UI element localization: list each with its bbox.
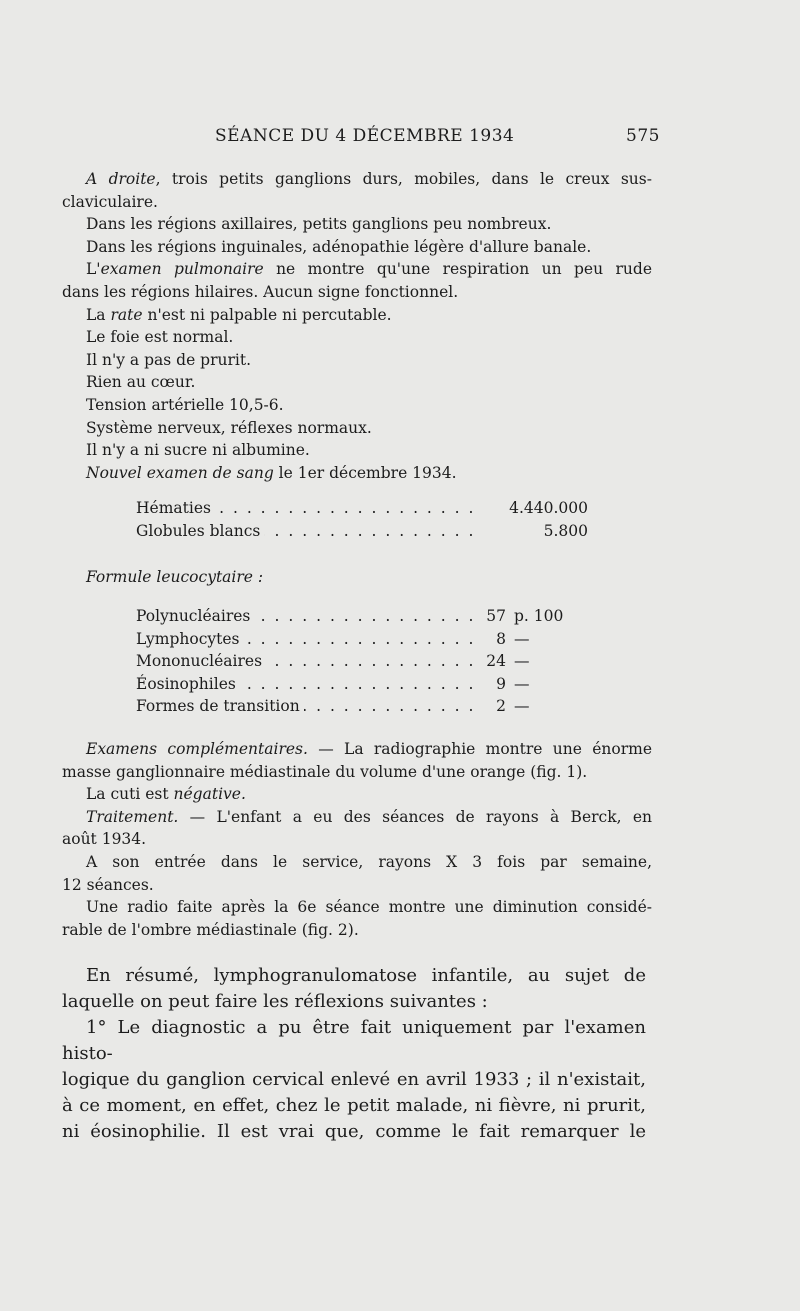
line: août 1934. (62, 830, 147, 849)
line: laquelle on peut faire les réflexions suivantes : (62, 991, 488, 1012)
table-row (136, 673, 616, 696)
line: dans les régions hilaires. Aucun signe fonctionnel. (62, 282, 459, 301)
line: En résumé, lymphogranulomatose infantile, au sujet de (86, 965, 646, 986)
line: Il n'y a pas de prurit. (86, 350, 252, 369)
line: Tension artérielle 10,5-6. (86, 395, 284, 414)
row-label: Formes de transition (136, 697, 304, 715)
line: Système nerveux, réflexes normaux. (86, 418, 372, 437)
row-unit: p. 100 (514, 607, 564, 625)
row-value: 4.440.000 (509, 499, 588, 517)
line: Il n'y a ni sucre ni albumine. (86, 441, 310, 460)
header-title: SÉANCE DU 4 DÉCEMBRE 1934 (215, 126, 515, 146)
examens-block (62, 738, 652, 941)
row-value: 57 (486, 607, 506, 625)
line: La rate n'est ni palpable ni percutable. (86, 305, 392, 324)
observation-block (62, 168, 652, 484)
blood-count-table (136, 497, 596, 542)
formule-table (136, 605, 616, 718)
row-value: 5.800 (543, 521, 588, 540)
line: Nouvel examen de sang le 1er décembre 1934. (86, 463, 457, 482)
row-value: 2 (496, 697, 506, 716)
row-value: 9 (496, 674, 506, 693)
row-value: 24 (486, 652, 506, 671)
line: L'examen pulmonaire ne montre qu'une respiration un peu rude (86, 260, 652, 279)
row-label: Globules blancs (136, 522, 264, 540)
line: A son entrée dans le service, rayons X 3 fois par semaine, (86, 852, 652, 871)
line: logique du ganglion cervical enlevé en avril 1933 ; il n'existait, (62, 1069, 646, 1090)
row-unit: — (514, 674, 530, 693)
row-label: Hématies (136, 499, 215, 517)
row-unit: — (514, 652, 530, 671)
line: La cuti est négative. (86, 785, 246, 804)
line: Une radio faite après la 6e séance montre une diminution considé- (86, 898, 652, 917)
line: masse ganglionnaire médiastinale du volume d'une orange (fig. 1). (62, 762, 588, 781)
table-row (136, 605, 616, 628)
line: Le foie est normal. (86, 328, 234, 347)
resume-block (62, 963, 646, 1145)
table-row (136, 650, 616, 673)
page-number: 575 (626, 126, 660, 146)
line: claviculaire. (62, 192, 158, 211)
table-row (136, 628, 616, 651)
row-label: Lymphocytes (136, 630, 244, 648)
line: ni éosinophilie. Il est vrai que, comme le fait remarquer le (62, 1121, 646, 1142)
line: Dans les régions inguinales, adénopathie légère d'allure banale. (86, 237, 592, 256)
line: 1° Le diagnostic a pu être fait uniquement par l'examen histo- (62, 1017, 646, 1064)
row-unit: — (514, 697, 530, 716)
running-header (60, 126, 660, 154)
row-label: Éosinophiles (136, 675, 240, 693)
formule-title: Formule leucocytaire : (86, 568, 264, 586)
line: A droite, trois petits ganglions durs, mobiles, dans le creux sus- (86, 170, 652, 188)
line: Dans les régions axillaires, petits ganglions peu nombreux. (86, 215, 552, 234)
row-label: Polynucléaires (136, 607, 254, 625)
line: 12 séances. (62, 875, 154, 894)
line: Traitement. — L'enfant a eu des séances de rayons à Berck, en (86, 807, 652, 826)
line: rable de l'ombre médiastinale (fig. 2). (62, 920, 359, 939)
table-row (136, 695, 616, 718)
row-value: 8 (496, 629, 506, 648)
line: à ce moment, en effet, chez le petit malade, ni fièvre, ni prurit, (62, 1095, 646, 1116)
row-label: Mononucléaires (136, 652, 266, 670)
table-row (136, 520, 596, 543)
line: Rien au cœur. (86, 373, 196, 392)
line: Examens complémentaires. — La radiographie montre une énorme (86, 740, 652, 758)
table-row (136, 497, 596, 520)
row-unit: — (514, 629, 530, 648)
